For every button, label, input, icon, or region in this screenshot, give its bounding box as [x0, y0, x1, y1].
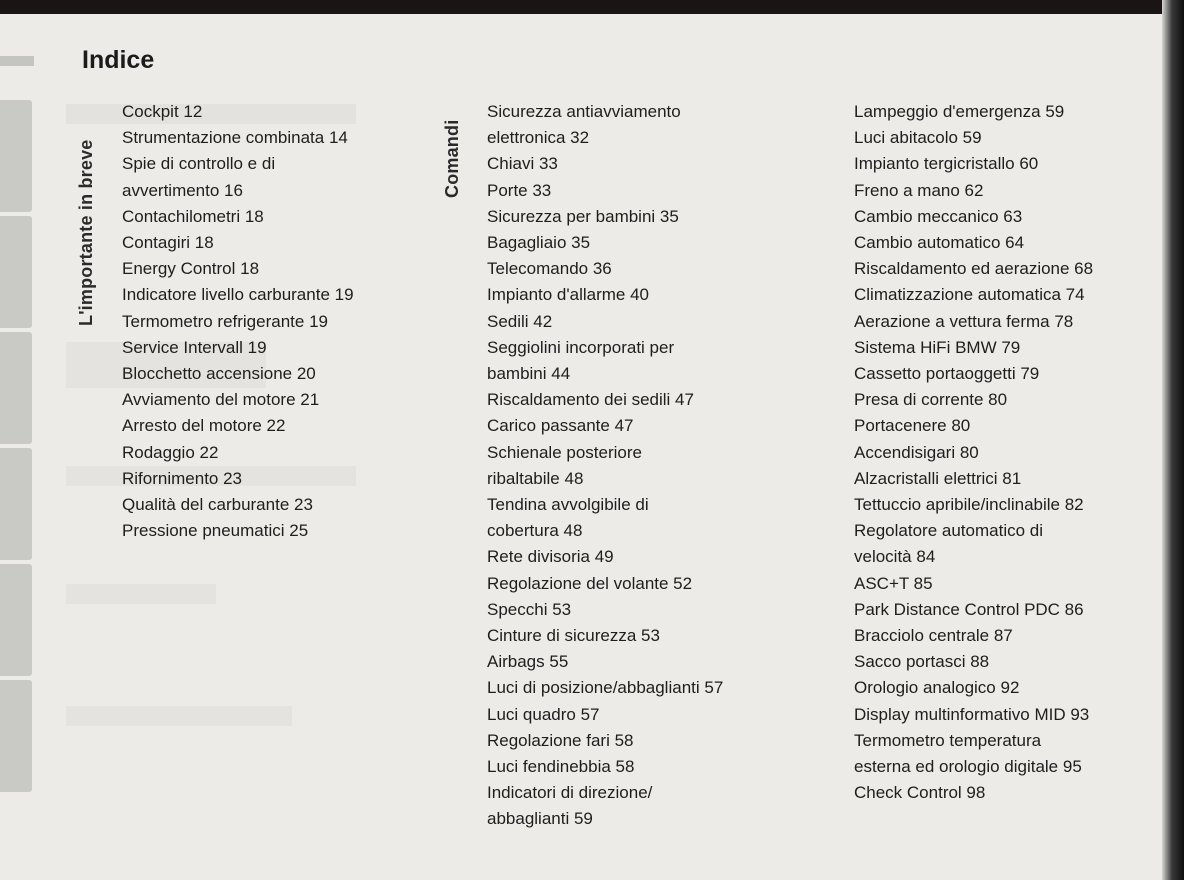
index-entry [854, 230, 1093, 256]
index-entry [122, 256, 354, 282]
index-entry [854, 518, 1093, 570]
bleed-through [66, 584, 216, 604]
page-binding-shadow [1162, 0, 1184, 880]
index-entry [487, 99, 723, 151]
index-entry-text: Airbags 55 [487, 652, 569, 672]
index-entry [854, 597, 1093, 623]
index-entry [854, 361, 1093, 387]
index-entry-text: Bagagliaio 35 [487, 233, 591, 253]
section-tab [0, 332, 32, 444]
index-column-3 [854, 99, 1093, 806]
index-entry [854, 623, 1093, 649]
index-entry [122, 466, 354, 492]
index-entry-text: Pressione pneumatici 25 [122, 521, 309, 541]
index-entry-text: Strumentazione combinata 14 [122, 128, 348, 148]
index-entry [854, 282, 1093, 308]
index-entry [854, 99, 1093, 125]
index-entry-text: Schienale posteriore ribaltabile 48 [487, 442, 642, 488]
index-column-1 [122, 99, 354, 544]
index-entry-text: Riscaldamento dei sedili 47 [487, 390, 694, 410]
index-entry-text: Rodaggio 22 [122, 442, 219, 462]
index-column-2 [487, 99, 723, 833]
index-entry-text: Alzacristalli elettrici 81 [854, 468, 1022, 488]
index-entry [487, 702, 723, 728]
index-entry-text: Climatizzazione automatica 74 [854, 285, 1085, 305]
index-entry [854, 335, 1093, 361]
index-entry [487, 256, 723, 282]
index-entry [854, 571, 1093, 597]
index-entry-text: Luci quadro 57 [487, 704, 600, 724]
index-entry [122, 361, 354, 387]
section-label-importante: L'importante in breve [76, 139, 96, 326]
index-entry-text: Sicurezza per bambini 35 [487, 206, 679, 226]
index-entry [487, 571, 723, 597]
index-entry [487, 204, 723, 230]
index-entry [487, 282, 723, 308]
section-label-comandi: Comandi [442, 119, 462, 198]
index-entry [854, 413, 1093, 439]
index-entry [122, 335, 354, 361]
index-entry-text: Qualità del carburante 23 [122, 495, 313, 515]
index-entry-text: Contachilometri 18 [122, 206, 264, 226]
index-entry-text: Termometro refrigerante 19 [122, 311, 328, 331]
index-entry [854, 204, 1093, 230]
index-entry [487, 492, 723, 544]
index-entry-text: Luci fendinebbia 58 [487, 757, 635, 777]
index-entry [854, 256, 1093, 282]
index-entry-text: Orologio analogico 92 [854, 678, 1020, 698]
index-entry [854, 780, 1093, 806]
index-entry [122, 125, 354, 151]
index-entry-text: Blocchetto accensione 20 [122, 364, 316, 384]
index-entry-text: Presa di corrente 80 [854, 390, 1008, 410]
index-entry-text: Portacenere 80 [854, 416, 971, 436]
index-entry [854, 649, 1093, 675]
index-entry [487, 178, 723, 204]
index-entry [122, 440, 354, 466]
index-entry-text: Cassetto portaoggetti 79 [854, 364, 1040, 384]
index-entry-text: Termometro temperatura esterna ed orologio digitale 95 [854, 730, 1082, 777]
index-entry-text: Cockpit 12 [122, 102, 203, 121]
index-entry-text: Regolazione fari 58 [487, 730, 634, 750]
page-marker [0, 56, 34, 66]
section-tab [0, 448, 32, 560]
index-entry [487, 309, 723, 335]
index-entry [487, 597, 723, 623]
index-entry [854, 309, 1093, 335]
index-entry [487, 780, 723, 832]
index-entry-text: Sicurezza antiavviamento elettronica 32 [487, 102, 681, 148]
page-title: Indice [82, 46, 155, 74]
bleed-through [66, 706, 292, 726]
index-entry-text: Aerazione a vettura ferma 78 [854, 311, 1074, 331]
index-entry-text: Chiavi 33 [487, 154, 558, 174]
section-tab [0, 564, 32, 676]
index-entry [854, 702, 1093, 728]
index-entry-text: Carico passante 47 [487, 416, 634, 436]
index-entry [122, 387, 354, 413]
index-entry [122, 99, 354, 125]
index-entry-text: Tendina avvolgibile di cobertura 48 [487, 495, 649, 541]
page-top-edge [0, 0, 1184, 14]
index-entry-text: Telecomando 36 [487, 259, 612, 279]
index-entry-text: Riscaldamento ed aerazione 68 [854, 259, 1094, 279]
index-entry-text: Check Control 98 [854, 783, 986, 803]
index-entry-text: Specchi 53 [487, 599, 572, 619]
index-entry-text: Luci abitacolo 59 [854, 128, 982, 148]
index-entry-text: Lampeggio d'emergenza 59 [854, 102, 1065, 121]
index-entry-text: Service Intervall 19 [122, 337, 267, 357]
index-entry [487, 230, 723, 256]
index-entry-text: Rete divisoria 49 [487, 547, 614, 567]
section-tab [0, 680, 32, 792]
index-entry-text: Sacco portasci 88 [854, 652, 990, 672]
index-entry-text: Sedili 42 [487, 311, 553, 331]
index-entry [487, 623, 723, 649]
index-entry-text: Indicatori di direzione/ abbaglianti 59 [487, 783, 653, 829]
index-entry [854, 466, 1093, 492]
index-entry [122, 151, 354, 203]
index-entry [487, 413, 723, 439]
index-entry [854, 492, 1093, 518]
index-entry-text: Cambio automatico 64 [854, 233, 1025, 253]
index-entry [487, 387, 723, 413]
index-entry [487, 544, 723, 570]
index-entry [487, 151, 723, 177]
index-entry [854, 387, 1093, 413]
index-entry-text: Bracciolo centrale 87 [854, 626, 1013, 646]
index-entry [854, 675, 1093, 701]
index-entry [854, 440, 1093, 466]
index-entry [122, 518, 354, 544]
index-entry-text: Contagiri 18 [122, 233, 214, 253]
index-entry-text: Impianto tergicristallo 60 [854, 154, 1039, 174]
section-tab [0, 216, 32, 328]
section-tabs [0, 100, 34, 796]
index-entry [122, 413, 354, 439]
index-entry-text: Display multinformativo MID 93 [854, 704, 1090, 724]
index-entry [854, 178, 1093, 204]
index-entry-text: Arresto del motore 22 [122, 416, 286, 436]
index-entry-text: Sistema HiFi BMW 79 [854, 337, 1021, 357]
index-entry [122, 204, 354, 230]
index-entry [487, 440, 723, 492]
index-entry [487, 728, 723, 754]
index-entry [487, 754, 723, 780]
index-entry-text: Freno a mano 62 [854, 180, 984, 200]
index-entry [122, 230, 354, 256]
index-entry [122, 282, 354, 308]
index-entry [854, 125, 1093, 151]
index-entry [487, 649, 723, 675]
index-entry-text: Cambio meccanico 63 [854, 206, 1023, 226]
section-tab [0, 100, 32, 212]
index-entry-text: Regolatore automatico di velocità 84 [854, 521, 1044, 567]
index-entry-text: Rifornimento 23 [122, 468, 243, 488]
index-entry-text: Cinture di sicurezza 53 [487, 626, 660, 646]
index-entry-text: ASC+T 85 [854, 573, 933, 593]
index-entry-text: Impianto d'allarme 40 [487, 285, 649, 305]
index-entry-text: Energy Control 18 [122, 259, 260, 279]
index-entry-text: Avviamento del motore 21 [122, 390, 320, 410]
index-entry-text: Park Distance Control PDC 86 [854, 599, 1084, 619]
index-entry-text: Tettuccio apribile/inclinabile 82 [854, 495, 1084, 515]
index-entry-text: Accendisigari 80 [854, 442, 979, 462]
index-entry [122, 492, 354, 518]
index-entry-text: Porte 33 [487, 180, 552, 200]
index-entry-text: Seggiolini incorporati per bambini 44 [487, 337, 675, 384]
index-entry [122, 309, 354, 335]
index-entry [487, 675, 723, 701]
index-entry-text: Spie di controllo e di avvertimento 16 [122, 154, 276, 200]
index-entry [487, 335, 723, 387]
index-entry [854, 728, 1093, 780]
index-entry-text: Luci di posizione/abbaglianti 57 [487, 678, 724, 698]
index-entry [854, 151, 1093, 177]
index-entry-text: Regolazione del volante 52 [487, 573, 693, 593]
index-entry-text: Indicatore livello carburante 19 [122, 285, 354, 305]
